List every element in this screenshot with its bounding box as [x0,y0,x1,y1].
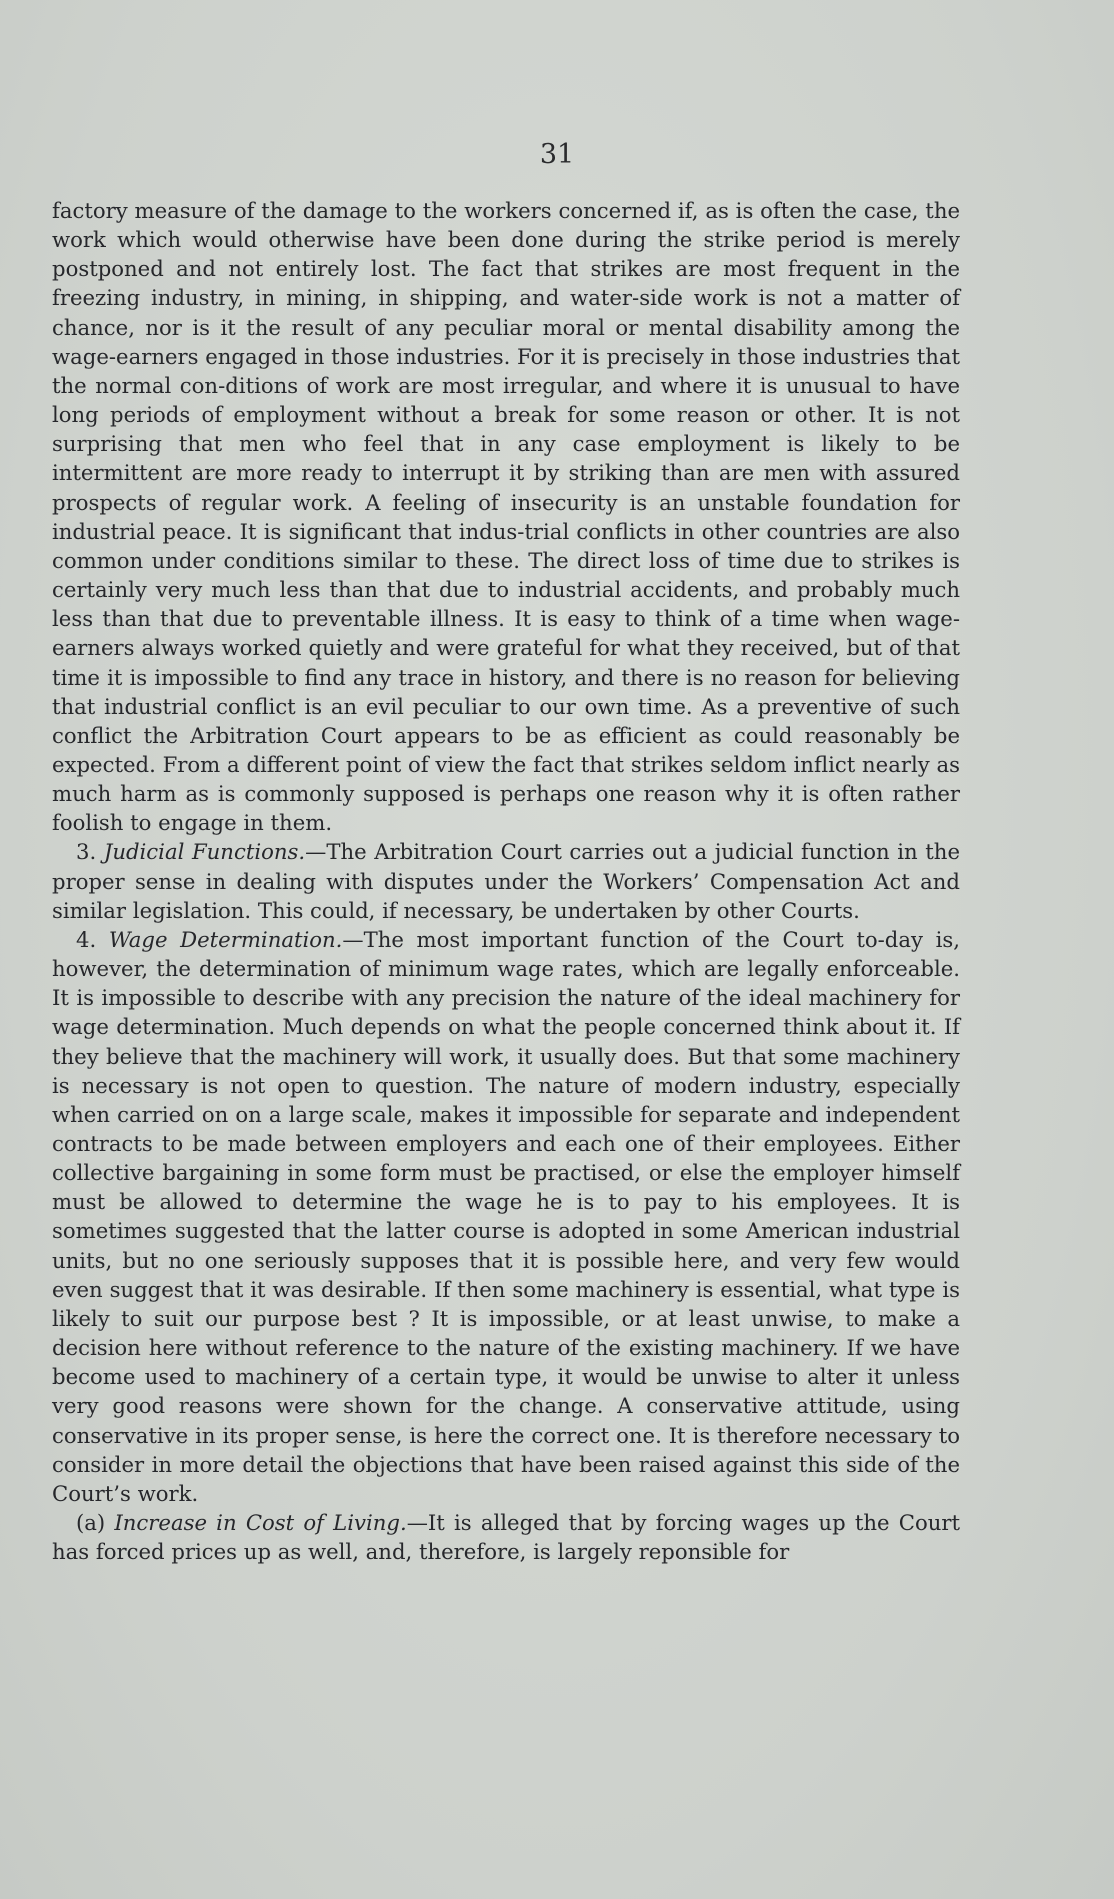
paragraph-wage-determination [52,925,960,1508]
paragraph-text: —The Arbitration Court carries out a judicial function in the proper sense in dealing with disputes under the Workers’ Compensation Act and similar legislation. This could, if necessary, be undertaken by other Courts. [52,839,960,923]
page-number: 31 [539,139,575,170]
paragraph-text: —It is alleged that by forcing wages up the Court has forced prices up as well, and, therefore, is largely reponsible for [52,1510,960,1565]
paragraph-text: —The most important function of the Court to-day is, however, the determination of minimum wage rates, which are legally enforceable. It is impossible to describe with any precision the nature of the ideal machinery for wage determination. Much depends on what the people concerned think about it. If they believe that the machinery will work, it usually does. But that some machinery is necessary is not open to question. The nature of modern industry, especially when carried on on a large scale, makes it impossible for separate and independent contracts to be made between employers and each one of their employees. Either collective bargaining in some form must be practised, or else the employer himself must be allowed to determine the wage he is to pay to his employees. It is sometimes suggested that the latter course is adopted in some American industrial units, but no one seriously supposes that it is possible here, and very few would even suggest that it was desirable. If then some machinery is essential, what type is likely to suit our purpose best ? It is impossible, or at least unwise, to make a decision here without reference to the nature of the existing machinery. If we have become used to machinery of a certain type, it would be unwise to alter it unless very good reasons were shown for the change. A conservative attitude, using conservative in its proper sense, is here the correct one. It is therefore necessary to consider in more detail the objections that have been raised against this side of the Court’s work. [52,926,960,1506]
body-text [52,196,960,1566]
paragraph-cost-of-living [52,1508,960,1566]
paragraph-strikes [52,196,960,837]
paragraph-text: factory measure of the damage to the workers concerned if, as is often the case, the work which would otherwise have been done during the strike period is merely postponed and not entirely lost. The fact that strikes are most frequent in the freezing industry, in mining, in shipping, and water-side work is not a matter of chance, nor is it the result of any peculiar moral or mental disability among the wage-earners engaged in those industries. For it is precisely in those industries that the normal con-ditions of work are most irregular, and where it is unusual to have long periods of employment without a break for some reason or other. It is not surprising that men who feel that in any case employment is likely to be intermittent are more ready to interrupt it by striking than are men with assured prospects of regular work. A feeling of insecurity is an unstable foundation for industrial peace. It is significant that indus-trial conflicts in other countries are also common under conditions similar to these. The direct loss of time due to strikes is certainly very much less than that due to industrial accidents, and probably much less than that due to preventable illness. It is easy to think of a time when wage-earners always worked quietly and were grateful for what they received, but of that time it is impossible to find any trace in history, and there is no reason for believing that industrial conflict is an evil peculiar to our own time. As a preventive of such conflict the Arbitration Court appears to be as efficient as could reasonably be expected. From a different point of view the fact that strikes seldom inflict nearly as much harm as is commonly supposed is perhaps one reason why it is often rather foolish to engage in them. [52,198,960,836]
section-number: 3. [76,839,97,865]
section-number: 4. [76,926,97,952]
section-heading: Judicial Functions. [103,839,306,865]
section-heading: Wage Determination. [108,926,343,952]
subsection-label: (a) [76,1510,106,1536]
paragraph-judicial-functions [52,837,960,924]
subsection-heading: Increase in Cost of Living. [114,1510,407,1536]
